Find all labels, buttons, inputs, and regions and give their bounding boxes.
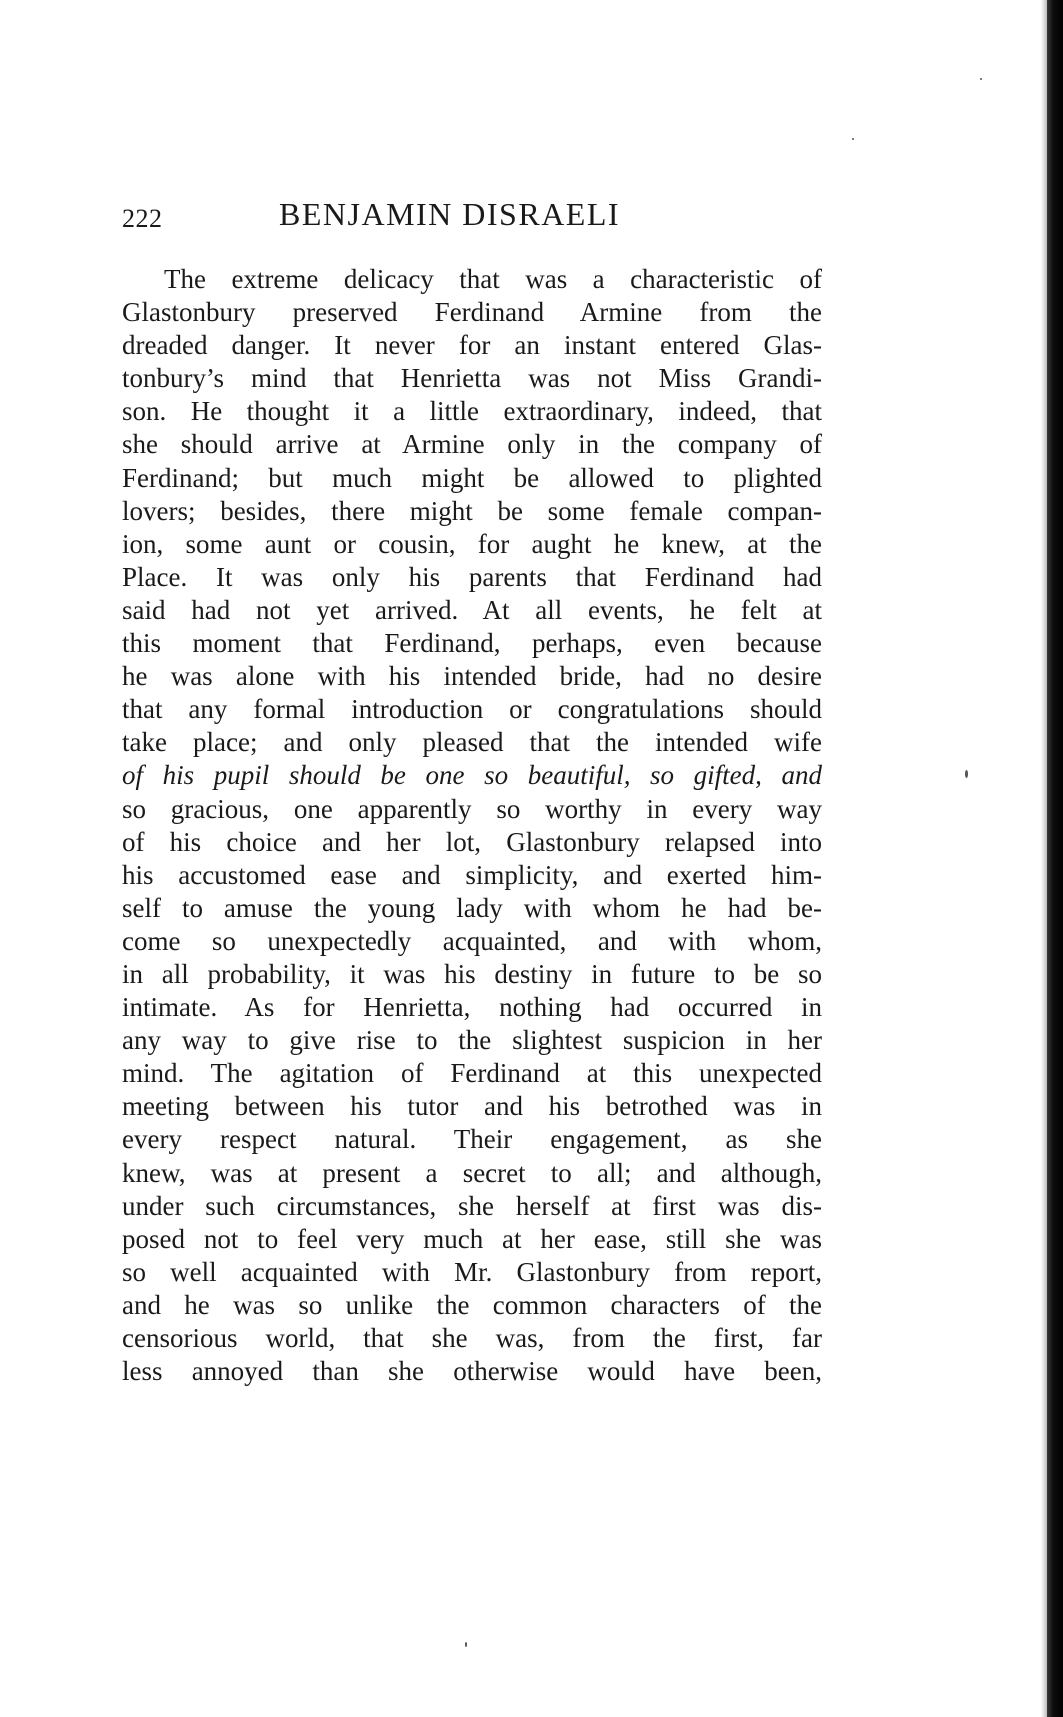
text-line: posed not to feel very much at her ease, still she was	[122, 1223, 822, 1254]
text-line	[122, 759, 822, 792]
text-line: Glastonbury preserved Ferdinand Armine from the	[122, 297, 822, 328]
body-paragraph	[122, 263, 822, 1388]
page-number: 222	[122, 204, 163, 233]
text-line: he was alone with his intended bride, had no desire	[122, 661, 822, 692]
text-line: take place; and only pleased that the intended wife	[122, 727, 822, 758]
text-line: dreaded danger. It never for an instant entered Glas-	[122, 330, 822, 361]
text-line: every respect natural. Their engagement, as she	[122, 1124, 822, 1155]
text-line: come so unexpectedly acquainted, and with whom,	[122, 925, 822, 956]
text-line: in all probability, it was his destiny in future to be so	[122, 958, 822, 989]
text-line: less annoyed than she otherwise would have been,	[122, 1356, 822, 1387]
text-line: that any formal introduction or congratulations should	[122, 694, 822, 725]
text-line: lovers; besides, there might be some female compan-	[122, 495, 822, 526]
scan-speck	[852, 138, 854, 140]
text-line: censorious world, that she was, from the first, far	[122, 1323, 822, 1353]
text-line: intimate. As for Henrietta, nothing had occurred in	[122, 992, 822, 1023]
text-line: of his choice and her lot, Glastonbury relapsed into	[122, 826, 822, 857]
text-line: meeting between his tutor and his betrothed was in	[122, 1091, 822, 1122]
page-header	[122, 196, 822, 240]
text-line: Place. It was only his parents that Ferdinand had	[122, 561, 822, 592]
text-line: said had not yet arrived. At all events, he felt at	[122, 594, 822, 625]
text-line: under such circumstances, she herself at first was dis-	[122, 1190, 822, 1221]
text-line: self to amuse the young lady with whom he had be-	[122, 892, 822, 923]
text-line: and he was so unlike the common characters of the	[122, 1289, 822, 1320]
running-head: BENJAMIN DISRAELI	[279, 196, 621, 232]
text-line: Ferdinand; but much might be allowed to plighted	[122, 462, 822, 493]
scan-speck	[465, 1642, 467, 1647]
scan-speck	[980, 78, 982, 80]
italic-text: of his pupil should be one so beautiful, so gifted, and	[122, 760, 822, 791]
text-line: this moment that Ferdinand, perhaps, even because	[122, 628, 822, 659]
text-line: tonbury’s mind that Henrietta was not Miss Grandi-	[122, 363, 822, 394]
text-line: so gracious, one apparently so worthy in every way	[122, 793, 822, 824]
binding-edge	[1047, 0, 1063, 1717]
text-line: so well acquainted with Mr. Glastonbury from report,	[122, 1256, 822, 1287]
text-line: son. He thought it a little extraordinary, indeed, that	[122, 396, 822, 427]
text-line: any way to give rise to the slightest suspicion in her	[122, 1025, 822, 1056]
text-line: she should arrive at Armine only in the company of	[122, 429, 822, 460]
text-line: ion, some aunt or cousin, for aught he knew, at the	[122, 528, 822, 559]
text-line: his accustomed ease and simplicity, and exerted him-	[122, 859, 822, 890]
text-line: mind. The agitation of Ferdinand at this unexpected	[122, 1058, 822, 1089]
text-line: knew, was at present a secret to all; and although,	[122, 1157, 822, 1188]
text-line: The extreme delicacy that was a characteristic of	[164, 264, 822, 294]
scan-speck	[965, 770, 968, 778]
